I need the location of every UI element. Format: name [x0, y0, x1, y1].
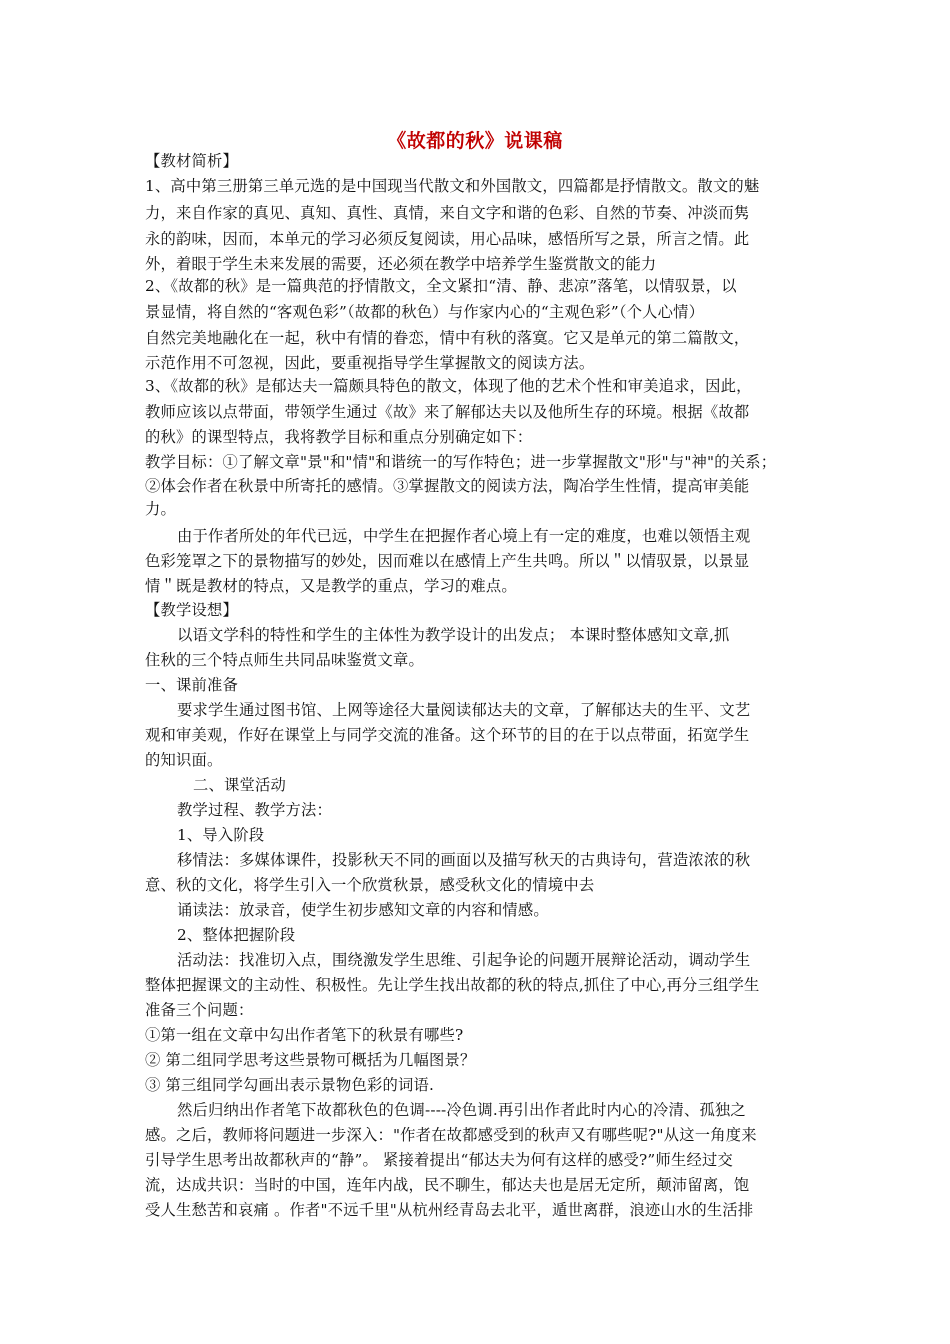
paragraph-line: 永的韵味，因而，本单元的学习必须反复阅读，用心品味，感悟所写之景，所言之情。此 — [145, 230, 750, 248]
paragraph-line: 移情法：多媒体课件，投影秋天不同的画面以及描写秋天的古典诗句，营造浓浓的秋 — [177, 851, 751, 869]
document-title: 《故都的秋》说课稿 — [387, 130, 563, 152]
paragraph-line: 意、秋的文化，将学生引入一个欣赏秋景，感受秋文化的情境中去 — [145, 876, 595, 894]
list-item: ①第一组在文章中勾出作者笔下的秋景有哪些? — [145, 1026, 464, 1044]
section-heading: 【教材简析】 — [145, 152, 238, 170]
paragraph-line: 的秋》的课型特点，我将教学目标和重点分别确定如下： — [145, 428, 533, 446]
list-item: ③ 第三组同学勾画出表示景物色彩的词语. — [145, 1076, 435, 1094]
paragraph-line: 2、《故都的秋》是一篇典范的抒情散文，全文紧扣“清、静、悲凉”落笔，以情驭景，以 — [145, 277, 737, 295]
paragraph-line: 1、高中第三册第三单元选的是中国现当代散文和外国散文，四篇都是抒情散文。散文的魅 — [145, 177, 760, 195]
paragraph-line: 受人生愁苦和哀痛 。作者"不远千里"从杭州经青岛去北平，遁世离群，浪迹山水的生活排 — [145, 1201, 754, 1219]
paragraph-line: 住秋的三个特点师生共同品味鉴赏文章。 — [145, 651, 424, 669]
paragraph-line: 活动法：找准切入点，围绕激发学生思维、引起争论的问题开展辩论活动，调动学生 — [177, 951, 751, 969]
paragraph-line: 整体把握课文的主动性、积极性。先让学生找出故都的秋的特点,抓住了中心,再分三组学生 — [145, 976, 760, 994]
paragraph-line: 然后归纳出作者笔下故都秋色的色调----冷色调.再引出作者此时内心的冷清、孤独之 — [177, 1101, 746, 1119]
paragraph-line: 流，达成共识：当时的中国，连年内战，民不聊生，郁达夫也是居无定所，颠沛留离，饱 — [145, 1176, 750, 1194]
paragraph-line: 3、《故都的秋》是郁达夫一篇颇具特色的散文，体现了他的艺术个性和审美追求，因此， — [145, 377, 752, 395]
paragraph-line: ②体会作者在秋景中所寄托的感情。③掌握散文的阅读方法，陶冶学生性情，提高审美能 — [145, 477, 750, 495]
paragraph-line: 力，来自作家的真见、真知、真性、真情，来自文字和谐的色彩、自然的节奏、冲淡而隽 — [145, 204, 750, 222]
paragraph-line: 外，着眼于学生未来发展的需要，还必须在教学中培养学生鉴赏散文的能力 — [145, 255, 657, 273]
paragraph-line: 以语文学科的特性和学生的主体性为教学设计的出发点； 本课时整体感知文章,抓 — [177, 626, 730, 644]
paragraph-line: 引导学生思考出故都秋声的“静”。 紧接着提出“郁达夫为何有这样的感受?”师生经过交 — [145, 1151, 733, 1169]
paragraph-line: 力。 — [145, 500, 176, 518]
paragraph-line: 示范作用不可忽视，因此，要重视指导学生掌握散文的阅读方法。 — [145, 354, 595, 372]
paragraph-line: 诵读法：放录音，使学生初步感知文章的内容和情感。 — [177, 901, 549, 919]
paragraph-line: 教学目标：①了解文章"景"和"情"和谐统一的写作特色；进一步掌握散文"形"与"神"的关系； — [145, 453, 777, 471]
paragraph-line: 的知识面。 — [145, 751, 223, 769]
paragraph-line: 要求学生通过图书馆、上网等途径大量阅读郁达夫的文章，了解郁达夫的生平、文艺 — [177, 701, 751, 719]
list-item: ② 第二组同学思考这些景物可概括为几幅图景？ — [145, 1051, 476, 1069]
section-heading: 一、课前准备 — [145, 676, 238, 694]
section-heading: 【教学设想】 — [145, 601, 238, 619]
paragraph-line: 准备三个问题： — [145, 1001, 254, 1019]
section-heading: 二、课堂活动 — [193, 776, 286, 794]
paragraph-line: 教学过程、教学方法： — [177, 801, 332, 819]
paragraph-line: 2、整体把握阶段 — [177, 926, 296, 944]
paragraph-line: 教师应该以点带面，带领学生通过《故》来了解郁达夫以及他所生存的环境。根据《故都 — [145, 403, 750, 421]
paragraph-line: 情＂既是教材的特点，又是教学的重点，学习的难点。 — [145, 577, 517, 595]
paragraph-line: 景显情，将自然的“客观色彩”（故都的秋色）与作家内心的“主观色彩”（个人心情） — [145, 303, 705, 321]
paragraph-line: 由于作者所处的年代已远，中学生在把握作者心境上有一定的难度，也难以领悟主观 — [177, 527, 751, 545]
paragraph-line: 观和审美观，作好在课堂上与同学交流的准备。这个环节的目的在于以点带面，拓宽学生 — [145, 726, 750, 744]
paragraph-line: 1、导入阶段 — [177, 826, 265, 844]
paragraph-line: 自然完美地融化在一起，秋中有情的眷恋，情中有秋的落寞。它又是单元的第二篇散文， — [145, 329, 750, 347]
paragraph-line: 色彩笼罩之下的景物描写的妙处，因而难以在感情上产生共鸣。所以＂以情驭景，以景显 — [145, 552, 750, 570]
paragraph-line: 感。之后，教师将问题进一步深入："作者在故都感受到的秋声又有哪些呢?"从这一角度来 — [145, 1126, 757, 1144]
